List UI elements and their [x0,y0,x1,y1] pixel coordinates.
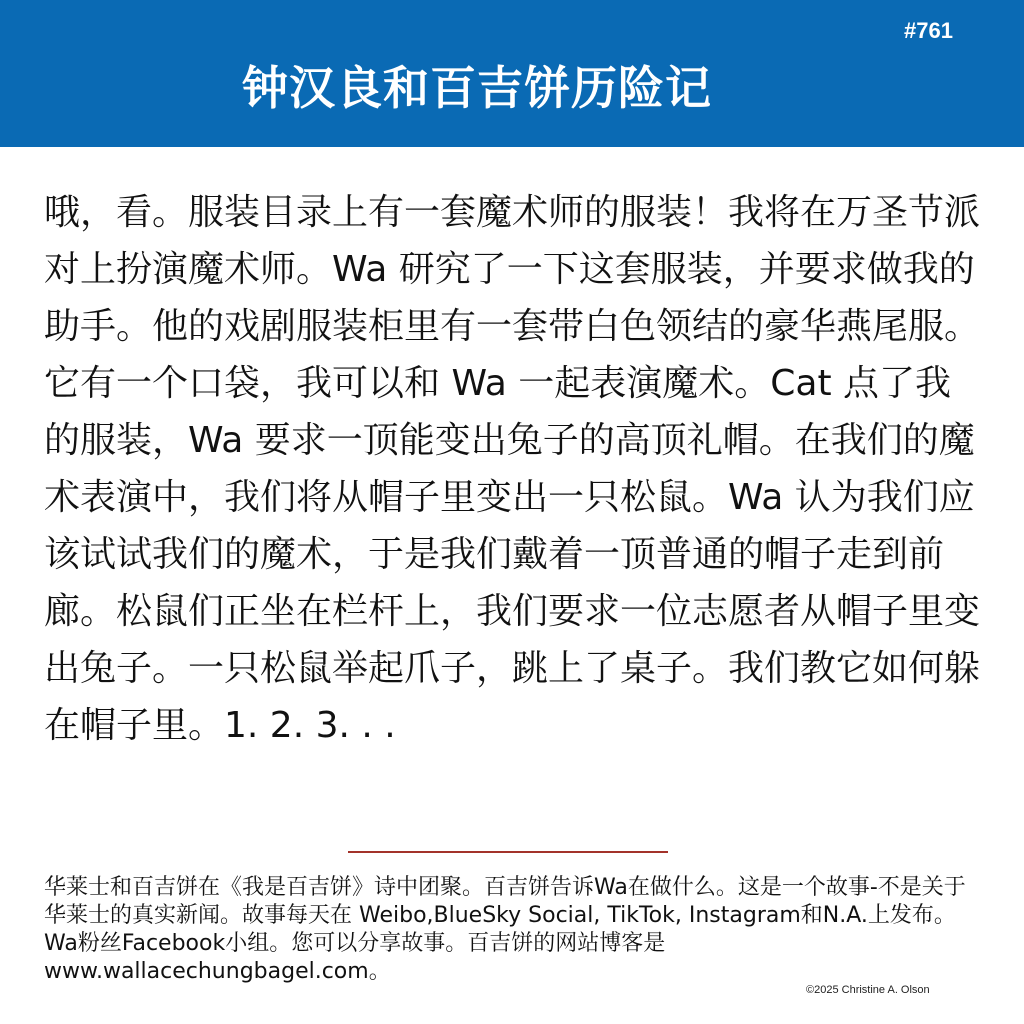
issue-number: #761 [904,18,953,43]
page-title: 钟汉良和百吉饼历险记 [242,61,712,115]
story-text: 哦，看。服装目录上有一套魔术师的服装！我将在万圣节派对上扮演魔术师。Wa 研究了一下这套服装，并要求做我的助手。他的戏剧服装柜里有一套带白色领结的豪华燕尾服。它有一个口袋，我可以和 Wa 一起表演魔术。Cat 点了我的服装，Wa 要求一顶能变出兔子的高顶礼帽。在我们的魔术表演中，我们将从帽子里变出一只松鼠。Wa 认为我们应该试试我们的魔术，于是我们戴着一顶普通的帽子走到前廊。松鼠们正坐在栏杆上，我们要求一位志愿者从帽子里变出兔子。一只松鼠举起爪子，跳上了桌子。我们教它如何躲在帽子里。1. 2. 3. . . [44,192,981,746]
footer-note: 华莱士和百吉饼在《我是百吉饼》诗中团聚。百吉饼告诉Wa在做什么。这是一个故事-不是关于华莱士的真实新闻。故事每天在 Weibo,BlueSky Social, TikTok, Instagram和N.A.上发布。Wa粉丝Facebook小组。您可以分享故事。百吉饼的网站博客是www.wallacechungbagel.com。 [44,875,966,984]
header-banner [0,0,1024,147]
copyright-notice: ©2025 Christine A. Olson [806,984,930,996]
section-divider [348,851,668,853]
